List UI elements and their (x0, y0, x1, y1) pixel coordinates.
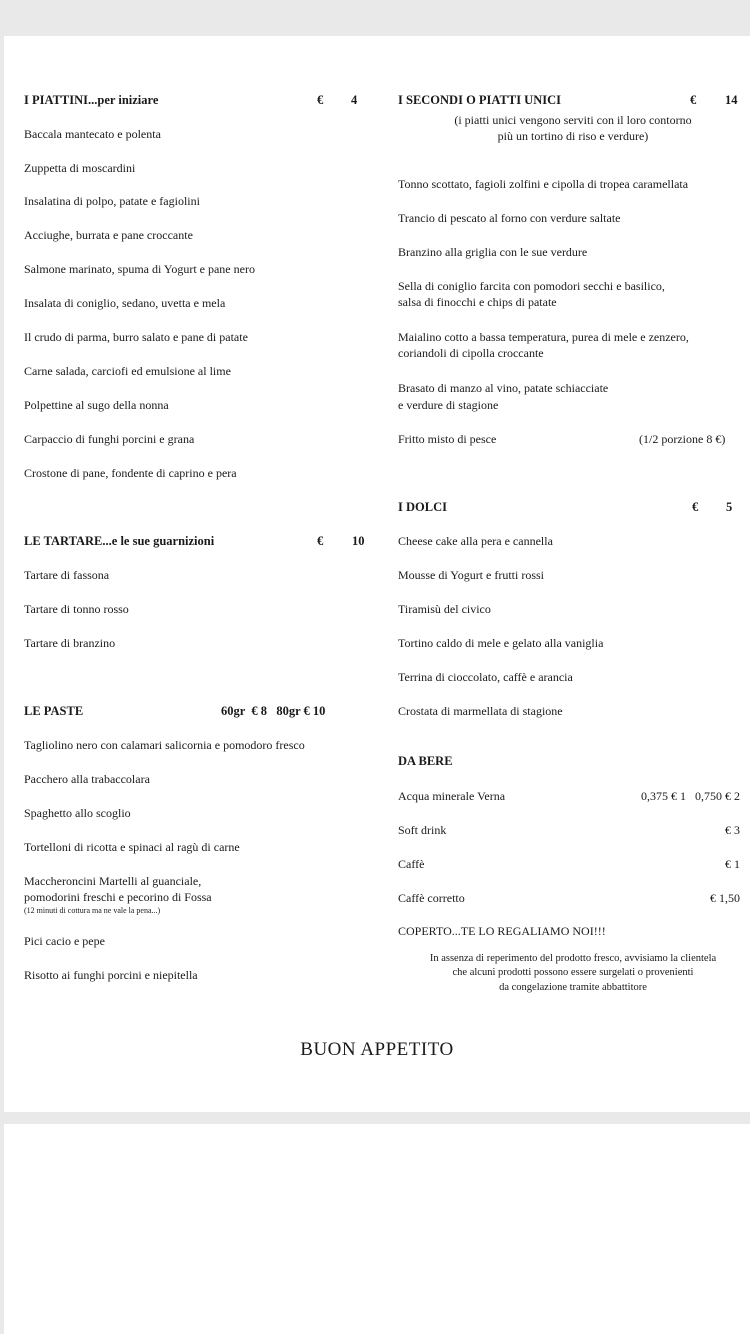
dolci-price: 5 (726, 500, 733, 514)
menu-item: Mousse di Yogurt e frutti rossi (398, 568, 545, 582)
menu-item: Trancio di pescato al forno con verdure saltate (398, 211, 621, 225)
piattini-title: I PIATTINI...per iniziare (24, 93, 159, 107)
menu-item: Sella di coniglio farcita con pomodori secchi e basilico, (398, 279, 665, 293)
bere-title: DA BERE (398, 754, 453, 768)
coperto-text: COPERTO...TE LO REGALIAMO NOI!!! (398, 924, 606, 938)
drink-item: Soft drink (398, 823, 447, 837)
menu-item: Cheese cake alla pera e cannella (398, 534, 553, 548)
menu-item: Zuppetta di moscardini (24, 161, 136, 175)
drink-item: Caffè corretto (398, 891, 465, 905)
drink-item: Acqua minerale Verna (398, 789, 506, 803)
menu-item: coriandoli di cipolla croccante (398, 346, 544, 360)
menu-item: Maccheroncini Martelli al guanciale, (24, 874, 202, 888)
drink-price: € 1,50 (710, 891, 740, 905)
secondi-subtitle: più un tortino di riso e verdure) (497, 129, 649, 143)
menu-item: Crostone di pane, fondente di caprino e pera (24, 466, 237, 480)
menu-item: Tartare di branzino (24, 636, 116, 650)
menu-item: Terrina di cioccolato, caffè e arancia (398, 670, 573, 684)
next-page (4, 1124, 750, 1334)
menu-item: Fritto misto di pesce (398, 432, 497, 446)
tartare-title: LE TARTARE...e le sue guarnizioni (24, 534, 215, 548)
menu-item: Brasato di manzo al vino, patate schiacciate (398, 381, 609, 395)
paste-title: LE PASTE (24, 704, 84, 718)
menu-item: Carpaccio di funghi porcini e grana (24, 432, 195, 446)
piattini-currency: € (317, 93, 324, 107)
menu-item: Tartare di tonno rosso (24, 602, 129, 616)
secondi-currency: € (690, 93, 697, 107)
menu-item: Pici cacio e pepe (24, 934, 105, 948)
secondi-title: I SECONDI O PIATTI UNICI (398, 93, 561, 107)
menu-item: Crostata di marmellata di stagione (398, 704, 563, 718)
paste-price: 60gr € 8 80gr € 10 (221, 704, 326, 718)
menu-item: Tartare di fassona (24, 568, 110, 582)
menu-item: Tiramisù del civico (398, 602, 491, 616)
menu-item: Polpettine al sugo della nonna (24, 398, 169, 412)
footer-text: BUON APPETITO (300, 1039, 454, 1060)
menu-item: Risotto ai funghi porcini e niepitella (24, 968, 198, 982)
tartare-currency: € (317, 534, 324, 548)
menu-item: Baccala mantecato e polenta (24, 127, 161, 141)
menu-item: Spaghetto allo scoglio (24, 806, 131, 820)
secondi-price: 14 (725, 93, 738, 107)
menu-item: Il crudo di parma, burro salato e pane di patate (24, 330, 248, 344)
drink-price: € 1 (725, 857, 740, 871)
secondi-subtitle: (i piatti unici vengono serviti con il loro contorno (454, 113, 692, 127)
menu-item: Tagliolino nero con calamari salicornia e pomodoro fresco (24, 738, 305, 752)
menu-item: Carne salada, carciofi ed emulsione al lime (24, 364, 231, 378)
menu-item: Maialino cotto a bassa temperatura, purea di mele e zenzero, (398, 330, 689, 344)
tartare-price: 10 (352, 534, 365, 548)
menu-item: Acciughe, burrata e pane croccante (24, 228, 193, 242)
dolci-currency: € (692, 500, 699, 514)
menu-item: pomodorini freschi e pecorino di Fossa (24, 890, 212, 904)
dolci-title: I DOLCI (398, 500, 447, 514)
drink-item: Caffè (398, 857, 425, 871)
menu-item-price: (1/2 porzione 8 €) (639, 432, 726, 446)
menu-page (4, 36, 750, 1112)
menu-item: salsa di finocchi e chips di patate (398, 295, 557, 309)
menu-item: Pacchero alla trabaccolara (24, 772, 150, 786)
menu-item: Tonno scottato, fagioli zolfini e cipolla di tropea caramellata (398, 177, 689, 191)
menu-item: Insalata di coniglio, sedano, uvetta e mela (24, 296, 226, 310)
menu-item: Tortino caldo di mele e gelato alla vaniglia (398, 636, 604, 650)
menu-item: Salmone marinato, spuma di Yogurt e pane nero (24, 262, 255, 276)
drink-price: € 3 (725, 823, 740, 837)
drink-price: 0,375 € 1 0,750 € 2 (641, 789, 740, 803)
disclaimer-line: da congelazione tramite abbattitore (499, 982, 647, 993)
disclaimer-line: In assenza di reperimento del prodotto fresco, avvisiamo la clientela (429, 953, 717, 964)
menu-item: Insalatina di polpo, patate e fagiolini (24, 194, 200, 208)
menu-item: Branzino alla griglia con le sue verdure (398, 245, 588, 259)
menu-item: Tortelloni di ricotta e spinaci al ragù di carne (24, 840, 240, 854)
menu-item-note: (12 minuti di cottura ma ne vale la pena...) (24, 906, 161, 915)
disclaimer-line: che alcuni prodotti possono essere surgelati o provenienti (452, 967, 694, 978)
menu-item: e verdure di stagione (398, 398, 499, 412)
piattini-price: 4 (351, 93, 358, 107)
